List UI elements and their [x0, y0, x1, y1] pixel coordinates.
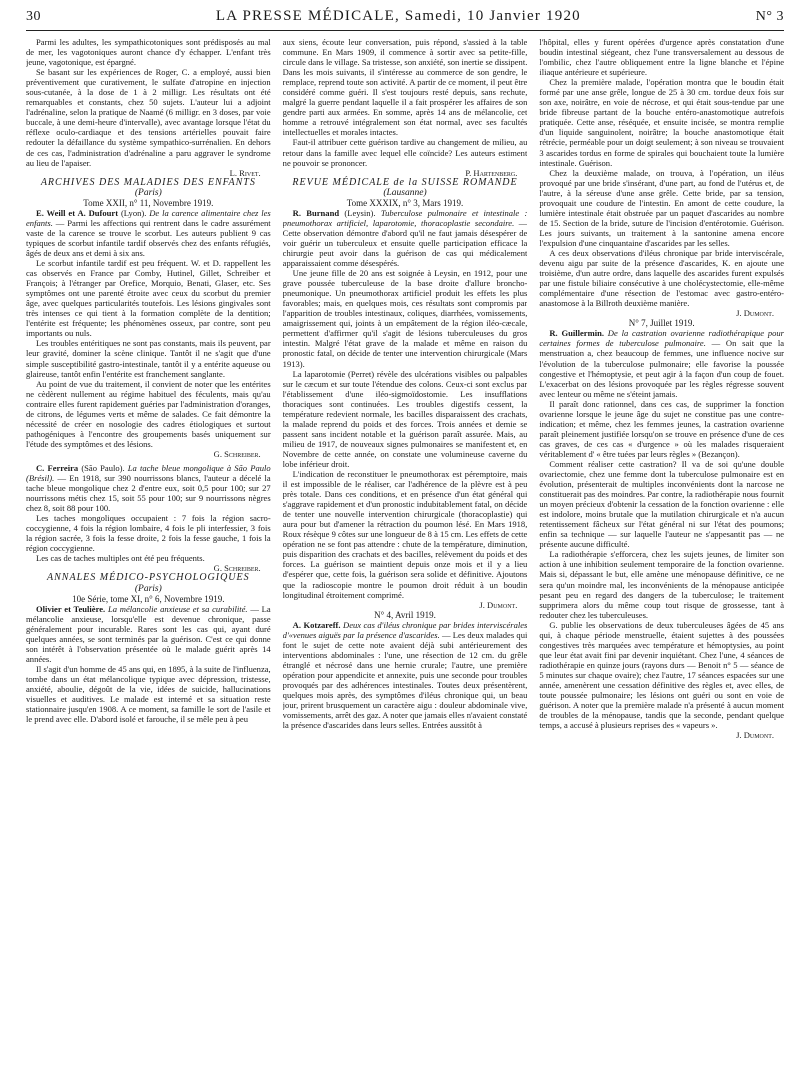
signature: J. Dumont.	[736, 730, 775, 741]
article-place: (Lyon).	[120, 207, 147, 218]
article-text: — Parmi les affections qui rentrent dans le cadre assurément vaste de la carence se trouve le scorbut. Les auteurs publient 9 cas typiques de scorbut infantile tardif observés chez des enfants réfugiés, âgés de deux ans et demi à six ans.	[26, 217, 271, 258]
column-1	[26, 37, 271, 1081]
paragraph: La radiothérapie s'efforcera, chez les sujets jeunes, de limiter son action à une inhibition seulement temporaire de la fonction ovarienne. Mais si, dépassant le but, elle amène une ménopause définitive, ce ne sera qu'un moindre mal, les inconvénients de la ménopause anticipée pesant peu en regard des dangers de la tuberculose; le traitement supprimera alors du même coup tout risque de grossesse, tant à redouter chez les tuberculeuses.	[539, 549, 785, 620]
article-author: A. Kotzareff.	[292, 619, 341, 630]
paragraph: Les taches mongoliques occupaient : 7 fois la région sacro-coccygienne, 4 fois la région lombaire, 4 fois le pli interfessier, 3 fois la région sacrée, 3 fois la fesse droite, 2 fois la fesse gauche, 1 fois la région coccygienne.	[26, 513, 271, 554]
article	[283, 620, 528, 731]
article-author: C. Ferreira	[36, 462, 79, 473]
page-number: 30	[26, 9, 41, 24]
issue-heading: N° 4, Avril 1919.	[374, 609, 436, 620]
paragraph: l'hôpital, elles y furent opérées d'urgence après constatation d'une boudin intestinal siégeant, chez l'une transversalement au dessous de l'ombilic, chez l'autre obliquement entre la ligne blanche et l'épine iliaque antérieure et supérieure.	[539, 37, 785, 78]
column-2	[283, 37, 528, 1081]
paragraph: Le scorbut infantile tardif est peu fréquent. W. et D. rappellent les cas observés en France par Comby, Hutinel, Gillet, Schreiber et François; à l'étranger par Orefice, Morquio, Benati, Glaser, etc. Ses symptômes ont une parenté étroite avec ceux du scorbut du premier âge, avec quelques particularités toutefois. Les lésions gingivales sont très intenses ce qui tient à la formation complète de la dentition; l'entérite est fréquente; les phénomènes osseux, par contre, sont peu importants ou nuls.	[26, 258, 271, 339]
section-tome: Tome XXII, n° 11, Novembre 1919.	[83, 197, 214, 208]
signature: G. Schreiber.	[213, 563, 261, 574]
paragraph: A ces deux observations d'iléus chronique par bride interviscérale, devenu aigu par suite de la présence d'ascarides, K. en ajoute une troisième, d'un autre ordre, dans laquelle des ascarides furent expulsés par une fistule biliaire consécutive à une cholécystectomie, elle-même complémentaire d'une résection de l'estomac avec gastro-entéro-anastomose à la Billroth deuxième manière.	[539, 247, 785, 309]
article-title: Tuberculose pulmonaire et intestinale : pneumothorax artificiel, laparotomie, thoracoplastie secondaire.	[282, 207, 528, 228]
article-text: — On sait que la menstruation a, chez beaucoup de femmes, une influence nocive sur l'évolution de la tuberculose pulmonaire; elle favorise la poussée congestive et l'hémoptysie, et peut agir à la façon d'un coup de fouet. L'exacerbat on des lésions provoquée par les règles régresse souvent avec lenteur ou même ne s'éteint jamais.	[539, 338, 785, 399]
article-title: De la castration ovarienne radiothérapique pour certaines formes de tuberculose pulmonaire.	[539, 328, 785, 349]
paragraph: Au point de vue du traitement, il convient de noter que les entérites ne cèdèrent nullement au régime habituel des féculents, mais qu'au contraire elles furent rapidement guéries par l'administration d'oranges, de citrons, de légumes verts et même de salades. Ce fait démontre la nécessité de créer en nosologie des cadres étiologiques et surtout pathogéniques à l'encontre des groupements basés uniquement sur l'étude des symptômes et des lésions.	[26, 378, 271, 449]
signature: J. Dumont.	[479, 599, 518, 610]
article	[26, 604, 271, 664]
paragraph: Comment réaliser cette castration? Il va de soi qu'une double ovariectomie, chez une femme dont la tuberculose pulmonaire est en évolution, présenterait de multiples inconvénients dont la narcose ne constituerait pas des moindres. Par contre, la radiothérapie nous fournit un moyen précieux d'obtenir la cessation de la fonction ovarienne : elle est indolore, moins brutale que la mutilation chirurgicale et n'a aucun retentissement fâcheux sur l'état général ni sur l'état des poumons; enfin sa technique — sur laquelle l'auteur ne s'appesantit pas — ne présente aucune difficulté.	[539, 458, 785, 550]
article-text: — Cette observation démontre d'abord qu'il ne faut jamais désespérer de voir guérir un tuberculeux et ensuite quelle participation efficace la chirurgie peut avoir dans la guérison de cas qui médicalement apparaissaient comme désespérés.	[282, 217, 528, 269]
columns	[26, 31, 784, 1081]
section-tome: 10e Série, tome XI, n° 6, Novembre 1919.	[72, 593, 225, 604]
article-title: La mélancolie anxieuse et sa curabilité.	[107, 603, 248, 614]
article-title: De la carence alimentaire chez les enfants.	[26, 207, 271, 228]
section-city: (Paris)	[134, 187, 162, 198]
paragraph: Faut-il attribuer cette guérison tardive au changement de milieu, au retour dans la famille avec lequel elle coïncide? Les auteurs estiment ne pouvoir se prononcer.	[282, 137, 528, 168]
paragraph: Les cas de taches multiples ont été peu fréquents.	[36, 553, 205, 564]
paragraph: Chez la première malade, l'opération montra que le boudin était formé par une anse grêle, longue de 25 à 30 cm. tordue deux fois sur son axe, noirâtre, en voie de nécrose, et qui était sous-tendue par une bride fibreuse partant de la bouche entéro-anastomotique autrefois pratiquée. Cette anse, réséquée, et ensuite incisée, se montra remplie d'un liquide sanguinolent, noirâtre; la bouche anastomotique était rétrécie, perméable pour un doigt seulement; à son niveau se trouvaient 3 ascarides tordus en forme de spirales qui bouchaient toute la lumière intestinale. Guérison.	[539, 77, 785, 168]
article-author: R. Burnand	[292, 207, 340, 218]
paragraph: Se basant sur les expériences de Roger, C. a employé, aussi bien préventivement que curativement, le sulfate d'atropine en injection sous-cutanée, à la dose de 1 à 2 milligr. Les résultats ont été remarquables et constants, chez 50 sujets. L'auteur lui a adjoint l'adrénaline, selon la pratique de Naamé (6 milligr. en 3 doses, par voie buccale, à une demi-heure d'intervalle), avec avantage lorsque l'état du réflexe oculo-cardiaque et des tensions artérielles pouvait faire redouter la défaillance du système sympathico-surrénalien. En dehors de ces cas, l'administration d'adrénaline a paru aggraver le syndrome au lieu de l'apaiser.	[26, 67, 271, 168]
article	[539, 328, 784, 398]
journal-title: LA PRESSE MÉDICALE, Samedi, 10 Janvier 1920	[215, 8, 581, 24]
article	[26, 463, 271, 513]
article-title: La tache bleue mongolique à São Paulo (Brésil).	[26, 462, 271, 484]
signature: L. Rivet.	[229, 167, 261, 178]
article	[26, 208, 271, 258]
signature: P. Hartenberg.	[465, 167, 518, 178]
signature: J. Dumont.	[736, 308, 775, 319]
issue-heading: N° 7, Juillet 1919.	[628, 318, 695, 329]
section-title: REVUE MÉDICALE de la SUISSE ROMANDE	[292, 176, 518, 188]
paragraph: aux siens, écoute leur conversation, puis répond, s'assied à la table commune. En Mars 1909, il commence à sortir avec sa petite-fille, circule dans le village. Sa tristesse, son anxiété, son inertie se dissipent. Dans les mois suivants, il s'intéresse au commerce de son gendre, le remplace, reprend toute son activité. A partir de ce moment, il peut être considéré comme guéri. Il s'est toujours resté depuis, sans rechute, malgré la guerre pendant laquelle il a fait prospérer les affaires de son gendre parti aux armées. En somme, après 14 ans de mélancolie, cet homme a retrouvé intégralement son état normal, avec ses facultés intellectuelles et morales intactes.	[282, 37, 528, 138]
paragraph: L'indication de reconstituer le pneumothorax est péremptoire, mais il est impossible de le réaliser, car l'adhérence de la plèvre est à peu près totale. Dans ces conditions, et en présence d'un état général qui s'aggrave rapidement et d'un pronostic indubitablement fatal, on décide de tenter une nouvelle intervention chirurgicale (thoracoplastie) qui aura pour but d'amener la rétraction du poumon lésé. En Mars 1918, Roux résèque 9 côtes sur une longueur de 8 à 15 cm. Les effets de cette opération ne se font pas attendre : chute de la température, diminution, puis disparition des crachats et des bacilles, relèvement du poids et des forces. La guérison se maintient depuis onze mois et il y a lieu d'espérer que, cette fois, la guérison sera solide et définitive. Ajoutons que la radioscopie montre le poumon droit réduit à un boudin longitudinal étroitement comprimé.	[282, 469, 528, 600]
article-place: (Leysin).	[344, 207, 376, 218]
paragraph: La laparotomie (Perret) révèle des ulcérations visibles ou palpables sur le cæcum et sur toute l'étendue des colons. Ceux-ci sont exclus par l'établissement d'une iléo-sigmoïdostomie. Les insufflations thoraciques sont continuées. Les troubles digestifs cessent, la température redevient normale, les bacilles disparaissent des crachats, la malade reprend du poids et des forces. Trois années et demie se passent sans incident notable et la guérison paraît assurée. Mais, au milieu de 1917, de nouveaux signes pulmonaires se manifestent et, en Novembre de cette année, on constate une volumineuse caverne du lobe inférieur droit.	[282, 368, 528, 469]
column-3	[539, 37, 784, 1081]
section-title: ARCHIVES DES MALADIES DES ENFANTS	[40, 176, 256, 188]
paragraph: Il paraît donc rationnel, dans ces cas, de supprimer la fonction ovarienne lorsque le jeune âge du sujet ne constitue pas une contre-indication; et même, chez les femmes jeunes, la castration ovarienne paraît pleinement justifiée lorsqu'on se trouve en présence d'une de ces cas graves, de ces cas « d'urgence » où les malades risqueraient véritablement d' « être tuées par leurs règles » (Bezançon).	[539, 398, 785, 459]
article-title: Deux cas d'iléus chronique par brides interviscérales d'«venues aiguës par la présence d'ascarides.	[282, 619, 528, 640]
issue-number: N° 3	[755, 9, 784, 24]
paragraph: Les troubles entéritiques ne sont pas constants, mais ils peuvent, par leur gravité, dominer la scène clinique. Tantôt il ne s'agit que d'une simple susceptibilité gastro-intestinale, tantôt il y a entérite aqueuse ou glaireuse, tantôt enfin l'entérite est franchement sanglante.	[26, 338, 271, 379]
article-author: E. Weill et A. Dufourt	[36, 207, 119, 218]
paragraph: Parmi les adultes, les sympathicotoniques sont prédisposés au mal de mer, les vagotoniques auront chance d'y échapper. L'enfant très jeune, vagotonique, est épargné.	[26, 37, 271, 68]
article-place: (São Paulo).	[81, 462, 125, 473]
paragraph: G. publie les observations de deux tuberculeuses âgées de 45 ans qui, à chaque période menstruelle, étaient sujettes à des poussées congestives très marquées avec température et hémoptysies, au point que leur état avait fini par devenir inquiétant. Chez l'une, 4 séances de radiothérapie en quinze jours (rayons durs — Benoit n° 5 — séance de 5 minutes sur chaque ovaire); chez l'autre, 17 séances espacées sur une année, amenèrent une cessation définitive des règles et, avec elles, de toute poussée pulmonaire; les lésions ont guéri ou sont en voie de guérison. A noter que la première malade n'a présenté à aucun moment de troubles de la ménopause, tandis que la seconde, pendant quelque temps, a accusé à plusieurs reprises des « vapeurs ».	[539, 619, 785, 731]
article-author: Olivier et Teulière.	[36, 603, 106, 614]
section-tome: Tome XXXIX, n° 3, Mars 1919.	[346, 197, 464, 208]
paragraph: Chez la deuxième malade, on trouva, à l'opération, un iléus provoqué par une bride s'insérant, d'une part, au fond de l'utérus et, de l'autre, à la séreuse d'une anse grêle. Cette bride, par sa tension, provoquait une coudure de l'intestin. En amont de cette coudure, la lumière intestinale était obstruée par un paquet d'ascarides au nombre de 15. Section de la bride, suture de l'incision d'entérotomie. Guérison. Les jours suivants, un traitement à la santonine amena encore l'expulsion d'une cinquantaine d'ascarides par les selles.	[539, 167, 785, 248]
article-text: — Les deux malades qui font le sujet de cette note avaient déjà subi antérieurement des interventions abdominales : l'une, une résection de 12 cm. du grêle étranglé et nécrosé dans une hernie crurale; l'autre, une première opération pour appendicite et annexite, puis une seconde pour troubles provoqués par des adhérences intestinales. Toutes deux présentèrent, quelques mois après, des symptômes d'iléus chronique qui, un beau jour, prirent brusquement un caractère aigu : douleur abdominale vive, vomissements, arrêt des gaz. A noter que jamais elles n'avaient constaté la présence d'ascarides dans leurs selles. Entrées aussitôt à	[282, 629, 528, 731]
section-city: (Paris)	[134, 583, 162, 594]
signature: G. Schreiber.	[213, 448, 261, 459]
paragraph: Il s'agit d'un homme de 45 ans qui, en 1895, à la suite de l'influenza, tombe dans un état mélancolique typique avec dépression, tristesse, anxiété, aboulie, dégoût de la vie, idées de suicide, hallucinations visuelles et auditives. Le malade est interné et sa situation reste stationnaire jusqu'en 1908. A ce moment, sa famille le sort de l'asile et le prend avec elle. D'abord isolé et farouche, il se mêle peu à peu	[26, 663, 271, 725]
paragraph: Une jeune fille de 20 ans est soignée à Leysin, en 1912, pour une grave poussée tuberculeuse de la base droite d'allure broncho-pneumonique. Un pneumothorax artificiel produit les effets les plus favorables; mais, en quelques mois, ces résultats sont compromis par l'apparition de troubles intestinaux, coliques, diarrhées, vomissements, amaigrissement qui, joints à un empâtement de la région iléo-cæcale, permettent d'affirmer qu'il s'agit de lésions tuberculeuses du gros intestin. Malgré l'état grave de la malade et même en raison du pronostic fatal, on décide de tenter une intervention chirurgicale (Mars 1913).	[282, 268, 528, 369]
article-text: — En 1918, sur 390 nourrissons blancs, l'auteur a décelé la tache bleue mongolique chez 2 d'entre eux, soit 0,5 pour 100; sur 27 nourrissons métis chez 15, soit 55 pour 100; sur 9 nourrissons nègres chez 8, soit 88 pour 100.	[26, 473, 271, 514]
article	[283, 208, 528, 268]
section-city: (Lausanne)	[383, 187, 427, 198]
article-author: R. Guillermin.	[549, 328, 604, 339]
article-text: — La mélancolie anxieuse, lorsqu'elle est devenue chronique, passe généralement pour incurable. Rares sont les cas qui, ayant duré quelques années, se sont terminés par la guérison. C'est ce qui donne son intérêt à l'observation présentée où le malade guérit après 14 années.	[26, 603, 271, 664]
section-title: ANNALES MÉDICO-PSYCHOLOGIQUES	[47, 572, 250, 584]
page-header	[26, 0, 784, 31]
